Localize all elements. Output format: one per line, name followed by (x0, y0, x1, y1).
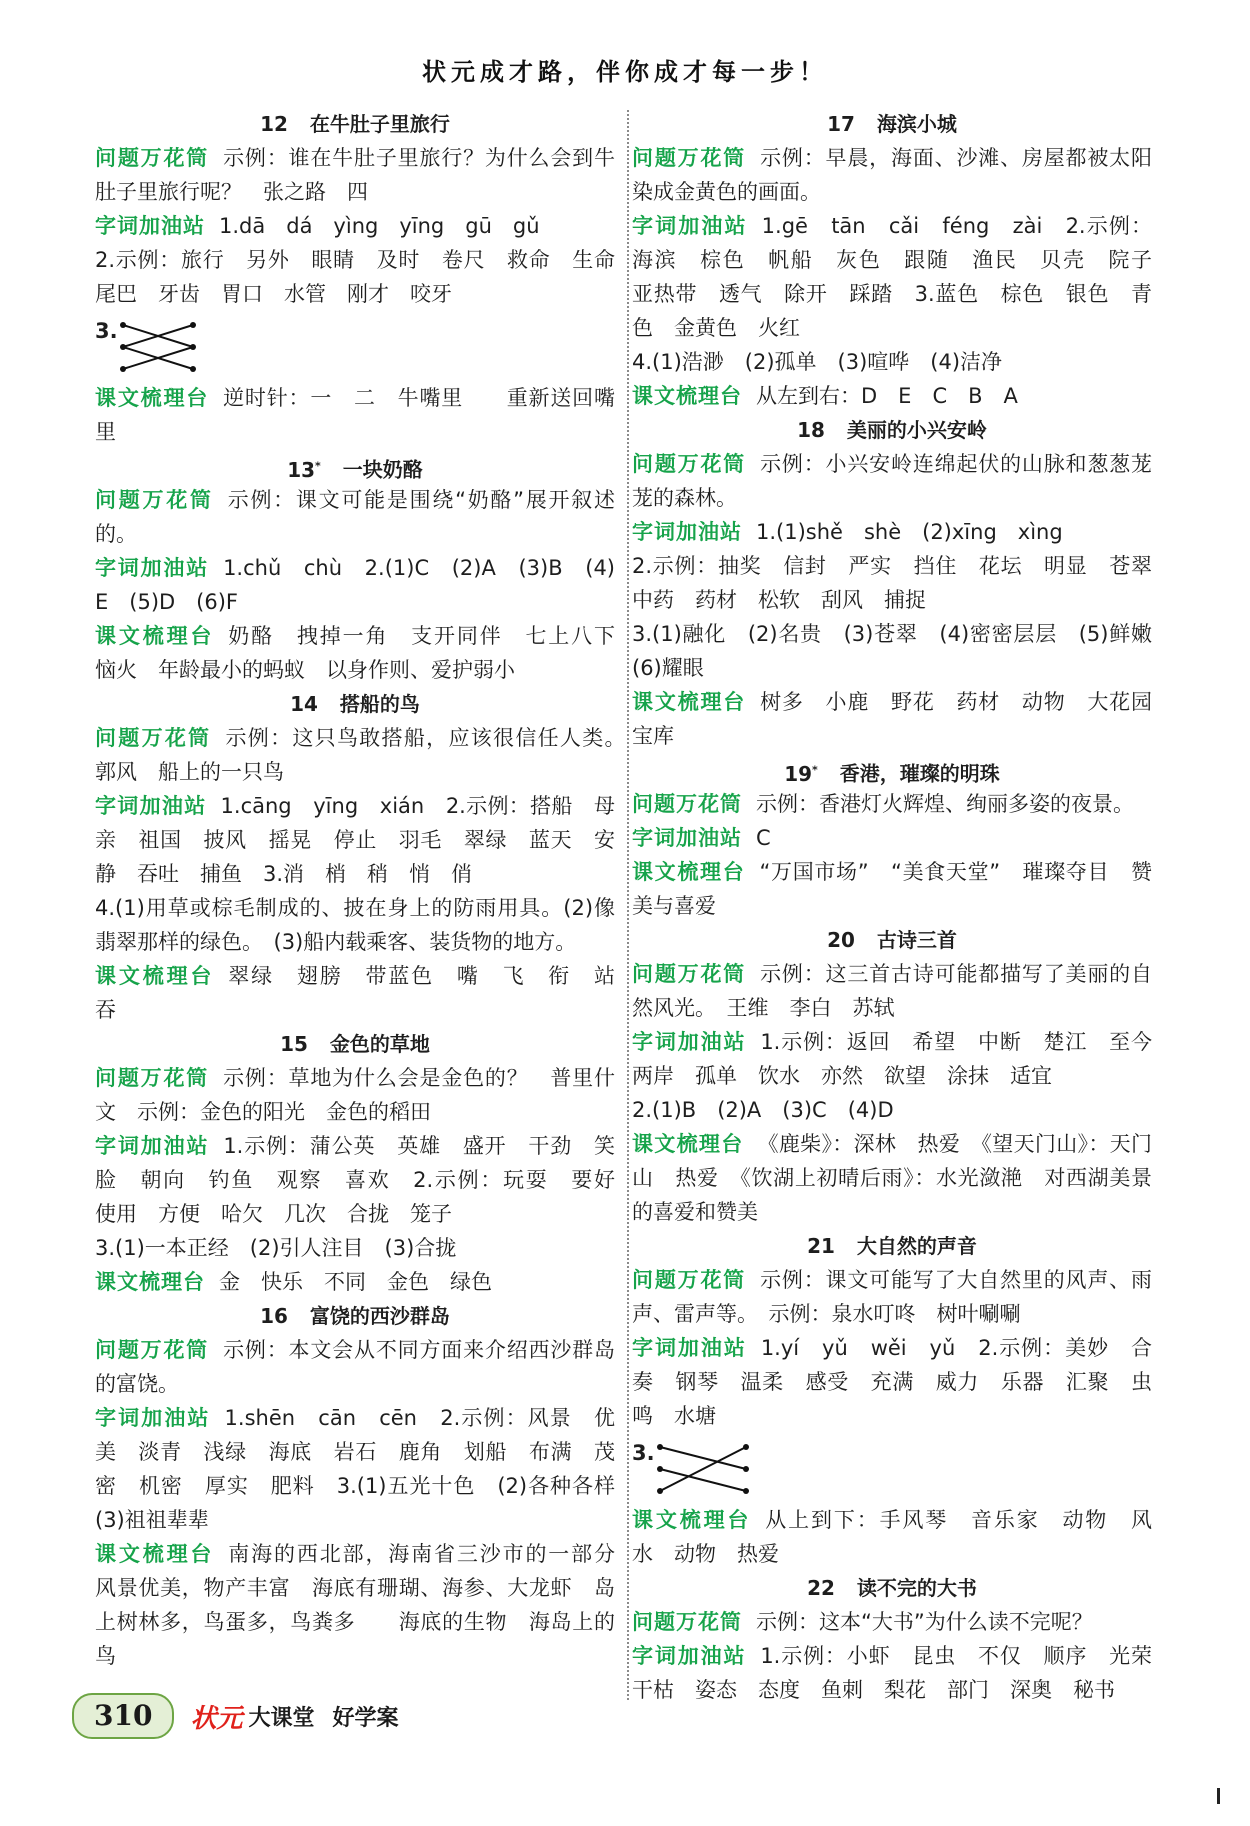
answer-text: 翠绿 翅膀 带蓝色 嘴 飞 衔 站 吞 (95, 964, 637, 1022)
lesson-title (632, 1229, 1152, 1263)
section-label: 课文梳理台 (632, 1132, 744, 1156)
review-section (632, 855, 1152, 923)
page-footer (72, 1690, 399, 1742)
answer-text: 金 快乐 不同 金色 绿色 (219, 1270, 492, 1294)
section-label: 字词加油站 (95, 1134, 210, 1158)
answer-text: 1.chǔ chù 2.(1)C (2)A (3)B (4)E (5)D (6)F (95, 556, 616, 614)
answer-text: 示例：香港灯火辉煌、绚丽多姿的夜景。 (756, 792, 1134, 816)
lesson-name: 一块奶酪 (342, 457, 423, 482)
lesson-title (632, 107, 1152, 141)
vocab-section (95, 1401, 636, 1537)
vocab-section (632, 515, 1152, 549)
answer-text: 1.gē tān cǎi féng zài 2.示例：海滨 棕色 帆船 灰色 跟随 渔民 贝壳 院子 亚热带 透气 除开 踩踏 3.蓝色 棕色 银色 青色 金黄色 火红 (632, 214, 1173, 340)
section-label: 字词加油站 (632, 214, 748, 238)
lesson-name: 古诗三首 (876, 928, 957, 952)
question-section (632, 787, 1152, 821)
lesson-name: 读不完的大书 (856, 1576, 977, 1600)
answer-text: 示例：谁在牛肚子里旅行？为什么会到牛肚子里旅行呢？ 张之路 四 (95, 146, 616, 204)
vocab-section (95, 1129, 636, 1231)
lesson-name: 在牛肚子里旅行 (309, 112, 450, 136)
review-section (95, 619, 637, 687)
answer-text: 示例：本文会从不同方面来介绍西沙群岛的富饶。 (95, 1338, 616, 1396)
header-slogan: 状元成才路，伴你成才每一步！ (422, 57, 828, 86)
review-section (632, 1127, 1152, 1229)
cross-lines-diagram (119, 319, 199, 377)
review-section (95, 959, 637, 1027)
left-column (95, 107, 637, 1673)
lesson-title (95, 107, 615, 141)
section-label: 问题万花筒 (632, 962, 747, 986)
book-subtitle: 好学案 (332, 1705, 399, 1731)
section-label: 课文梳理台 (95, 624, 215, 648)
lesson-number: 16 (260, 1304, 288, 1328)
vocab-answer: 4.(1)用草或棕毛制成的、披在身上的防雨用具。(2)像翡翠那样的绿色。 (3)船内载乘客、装货物的地方。 (95, 896, 615, 954)
answer-text: 1.示例：小虾 昆虫 不仅 顺序 光荣 干枯 姿态 态度 鱼刺 梨花 部门 深奥 秘书 (632, 1644, 1173, 1702)
lesson-title (632, 1571, 1152, 1605)
question-section (632, 957, 1152, 1025)
answer-text: 1.cāng yīng xián 2.示例：搭船 母亲 祖国 披风 摇晃 停止 羽毛 翠绿 蓝天 安静 吞吐 捕鱼 3.消 梢 稍 悄 俏 (95, 794, 616, 886)
section-label: 课文梳理台 (632, 384, 742, 408)
section-label: 问题万花筒 (632, 452, 747, 476)
lesson-name: 大自然的声音 (856, 1234, 977, 1258)
vocab-answer: 2.(1)B (2)A (3)C (4)D (632, 1098, 894, 1122)
lesson-title (95, 1027, 615, 1061)
answer-text: 1.yí yǔ wěi yǔ 2.示例：美妙 合奏 钢琴 温柔 感受 充满 威力 乐器 汇聚 虫鸣 水塘 (632, 1336, 1152, 1428)
answer-text: 示例：早晨，海面、沙滩、房屋都被太阳染成金黄色的画面。 (632, 146, 1153, 204)
section-label: 字词加油站 (632, 1030, 747, 1054)
vocab-section (95, 209, 615, 243)
vocab-section (95, 789, 615, 891)
answer-text: 示例：小兴安岭连绵起伏的山脉和葱葱茏茏的森林。 (632, 452, 1153, 510)
answer-text: 示例：课文可能写了大自然里的风声、雨声、雷声等。 示例：泉水叮咚 树叶唰唰 (632, 1268, 1153, 1326)
section-label: 字词加油站 (95, 214, 205, 238)
vocab-section (632, 1025, 1173, 1093)
section-label: 问题万花筒 (632, 1610, 742, 1634)
lesson-number: 20 (827, 928, 855, 952)
vocab-answer: 3.(1)一本正经 (2)引人注目 (3)合拢 (95, 1236, 457, 1260)
vocab-section (632, 209, 1173, 345)
section-label: 课文梳理台 (95, 386, 210, 410)
lesson-number: 14 (290, 692, 318, 716)
section-label: 字词加油站 (632, 520, 742, 544)
section-label: 课文梳理台 (95, 964, 215, 988)
lesson-name: 搭船的鸟 (339, 692, 420, 716)
question-section (632, 1605, 1152, 1639)
lesson-number: 13* (287, 457, 321, 482)
section-label: 字词加油站 (95, 556, 210, 580)
vocab-section (632, 821, 1152, 855)
lesson-title (632, 413, 1152, 447)
lesson-name: 海滨小城 (876, 112, 957, 136)
section-label: 字词加油站 (632, 1336, 747, 1360)
vocab-answer: 3.(1)融化 (2)名贵 (3)苍翠 (4)密密层层 (5)鲜嫩 (6)耀眼 (632, 622, 1173, 680)
brand-logo: 状元 (190, 1703, 243, 1734)
lesson-name: 美丽的小兴安岭 (846, 418, 987, 442)
review-section (632, 685, 1174, 753)
page-number: 310 (72, 1693, 174, 1739)
section-label: 课文梳理台 (632, 860, 746, 884)
answer-text: 南海的西北部，海南省三沙市的一部分 风景优美，物产丰富 海底有珊瑚、海参、大龙虾 岛上树林多，鸟蛋多，鸟粪多 海底的生物 海岛上的鸟 (95, 1542, 637, 1668)
lesson-title (95, 1299, 615, 1333)
section-label: 问题万花筒 (632, 792, 742, 816)
answer-text: 树多 小鹿 野花 药材 动物 大花园 宝库 (632, 690, 1174, 748)
answer-text: 示例：这三首古诗可能都描写了美丽的自然风光。 王维 李白 苏轼 (632, 962, 1153, 1020)
question-section (95, 1061, 615, 1129)
section-label: 问题万花筒 (95, 146, 210, 170)
answer-text: 从上到下：手风琴 音乐家 动物 风 水 动物 热爱 (632, 1508, 1174, 1566)
answer-text: C (756, 826, 771, 850)
answer-text: 示例：这只鸟敢搭船，应该很信任人类。 郭风 船上的一只鸟 (95, 726, 637, 784)
vocab-answer: 4.(1)浩渺 (2)孤单 (3)喧哗 (4)洁净 (632, 350, 1003, 374)
lesson-number: 21 (807, 1234, 835, 1258)
section-label: 课文梳理台 (632, 690, 747, 714)
answer-text: 1.(1)shě shè (2)xīng xìng (756, 520, 1063, 544)
lesson-title (632, 923, 1152, 957)
section-label: 字词加油站 (95, 794, 207, 818)
lesson-number: 22 (807, 1576, 835, 1600)
brand-name: 大课堂 (248, 1705, 315, 1731)
answer-text: 1.示例：返回 希望 中断 楚江 至今 两岸 孤单 饮水 亦然 欲望 涂抹 适宜 (632, 1030, 1173, 1088)
matching-figure (95, 311, 615, 381)
lesson-number: 17 (827, 112, 855, 136)
lesson-number: 12 (260, 112, 288, 136)
lesson-number: 15 (280, 1032, 308, 1056)
lesson-title (95, 687, 615, 721)
answer-text: 1.dā dá yìng yīng gū gǔ (219, 214, 540, 238)
lesson-name: 香港，璀璨的明珠 (839, 761, 1000, 786)
vocab-section (632, 1639, 1173, 1707)
right-column (632, 107, 1174, 1707)
section-label: 课文梳理台 (632, 1508, 752, 1532)
section-label: 问题万花筒 (632, 1268, 747, 1292)
section-label: 课文梳理台 (95, 1542, 215, 1566)
answer-text: 示例：课文可能是围绕“奶酪”展开叙述的。 (95, 488, 616, 546)
section-label: 课文梳理台 (95, 1270, 205, 1294)
section-label: 字词加油站 (632, 1644, 747, 1668)
section-label: 问题万花筒 (632, 146, 747, 170)
review-section (95, 1265, 615, 1299)
question-section (95, 483, 615, 551)
section-label: 问题万花筒 (95, 1066, 210, 1090)
edge-mark (1217, 1788, 1220, 1804)
section-label: 字词加油站 (632, 826, 742, 850)
lesson-name: 金色的草地 (329, 1032, 430, 1056)
answer-text: “万国市场” “美食天堂” 璀璨夺目 赞美与喜爱 (632, 860, 1152, 918)
section-label: 问题万花筒 (95, 488, 214, 512)
vocab-section (95, 551, 615, 619)
lesson-title (632, 753, 1152, 787)
section-label: 字词加油站 (95, 1406, 211, 1430)
question-section (95, 1333, 615, 1401)
question-section (95, 721, 637, 789)
question-section (632, 447, 1152, 515)
question-section (632, 141, 1152, 209)
question-section (95, 141, 615, 209)
vocab-answer: 2.示例：抽奖 信封 严实 挡住 花坛 明显 苍翠 中药 药材 松软 刮风 捕捉 (632, 554, 1173, 612)
figure-number: 3. (95, 319, 118, 343)
answer-text: 示例：草地为什么会是金色的？ 普里什文 示例：金色的阳光 金色的稻田 (95, 1066, 616, 1124)
lesson-number: 19* (784, 761, 818, 786)
lesson-name: 富饶的西沙群岛 (309, 1304, 450, 1328)
figure-number: 3. (632, 1441, 655, 1465)
cross-lines-diagram (656, 1441, 756, 1499)
matching-figure (632, 1433, 1152, 1503)
question-section (632, 1263, 1152, 1331)
review-section (95, 381, 615, 449)
answer-text: 示例：这本“大书”为什么读不完呢？ (756, 1610, 1093, 1634)
lesson-title (95, 449, 615, 483)
answer-text: 奶酪 拽掉一角 支开同伴 七上八下 恼火 年龄最小的蚂蚁 以身作则、爱护弱小 (95, 624, 637, 682)
review-section (632, 1503, 1174, 1571)
review-section (632, 379, 1152, 413)
answer-text: 从左到右：D E C B A (756, 384, 1018, 408)
answer-text: 逆时针：一 二 牛嘴里 重新送回嘴里 (95, 386, 616, 444)
column-divider (627, 110, 629, 1700)
answer-text: 1.示例：蒲公英 英雄 盛开 干劲 笑脸 朝向 钓鱼 观察 喜欢 2.示例：玩耍 要好 使用 方便 哈欠 几次 合拢 笼子 (95, 1134, 636, 1226)
section-label: 问题万花筒 (95, 1338, 210, 1362)
answer-text: 1.shēn cān cēn 2.示例：风景 优美 淡青 浅绿 海底 岩石 鹿角 划船 布满 茂密 机密 厚实 肥料 3.(1)五光十色 (2)各种各样 (3)祖祖辈辈 (95, 1406, 636, 1532)
section-label: 问题万花筒 (95, 726, 212, 750)
vocab-answer: 2.示例：旅行 另外 眼睛 及时 卷尺 救命 生命 尾巴 牙齿 胃口 水管 刚才 咬牙 (95, 248, 636, 306)
lesson-number: 18 (797, 418, 825, 442)
review-section (95, 1537, 637, 1673)
vocab-section (632, 1331, 1152, 1433)
answer-text: 《鹿柴》：深林 热爱 《望天门山》：天门山 热爱 《饮湖上初晴后雨》：水光潋滟 对西湖美景的喜爱和赞美 (632, 1132, 1152, 1224)
